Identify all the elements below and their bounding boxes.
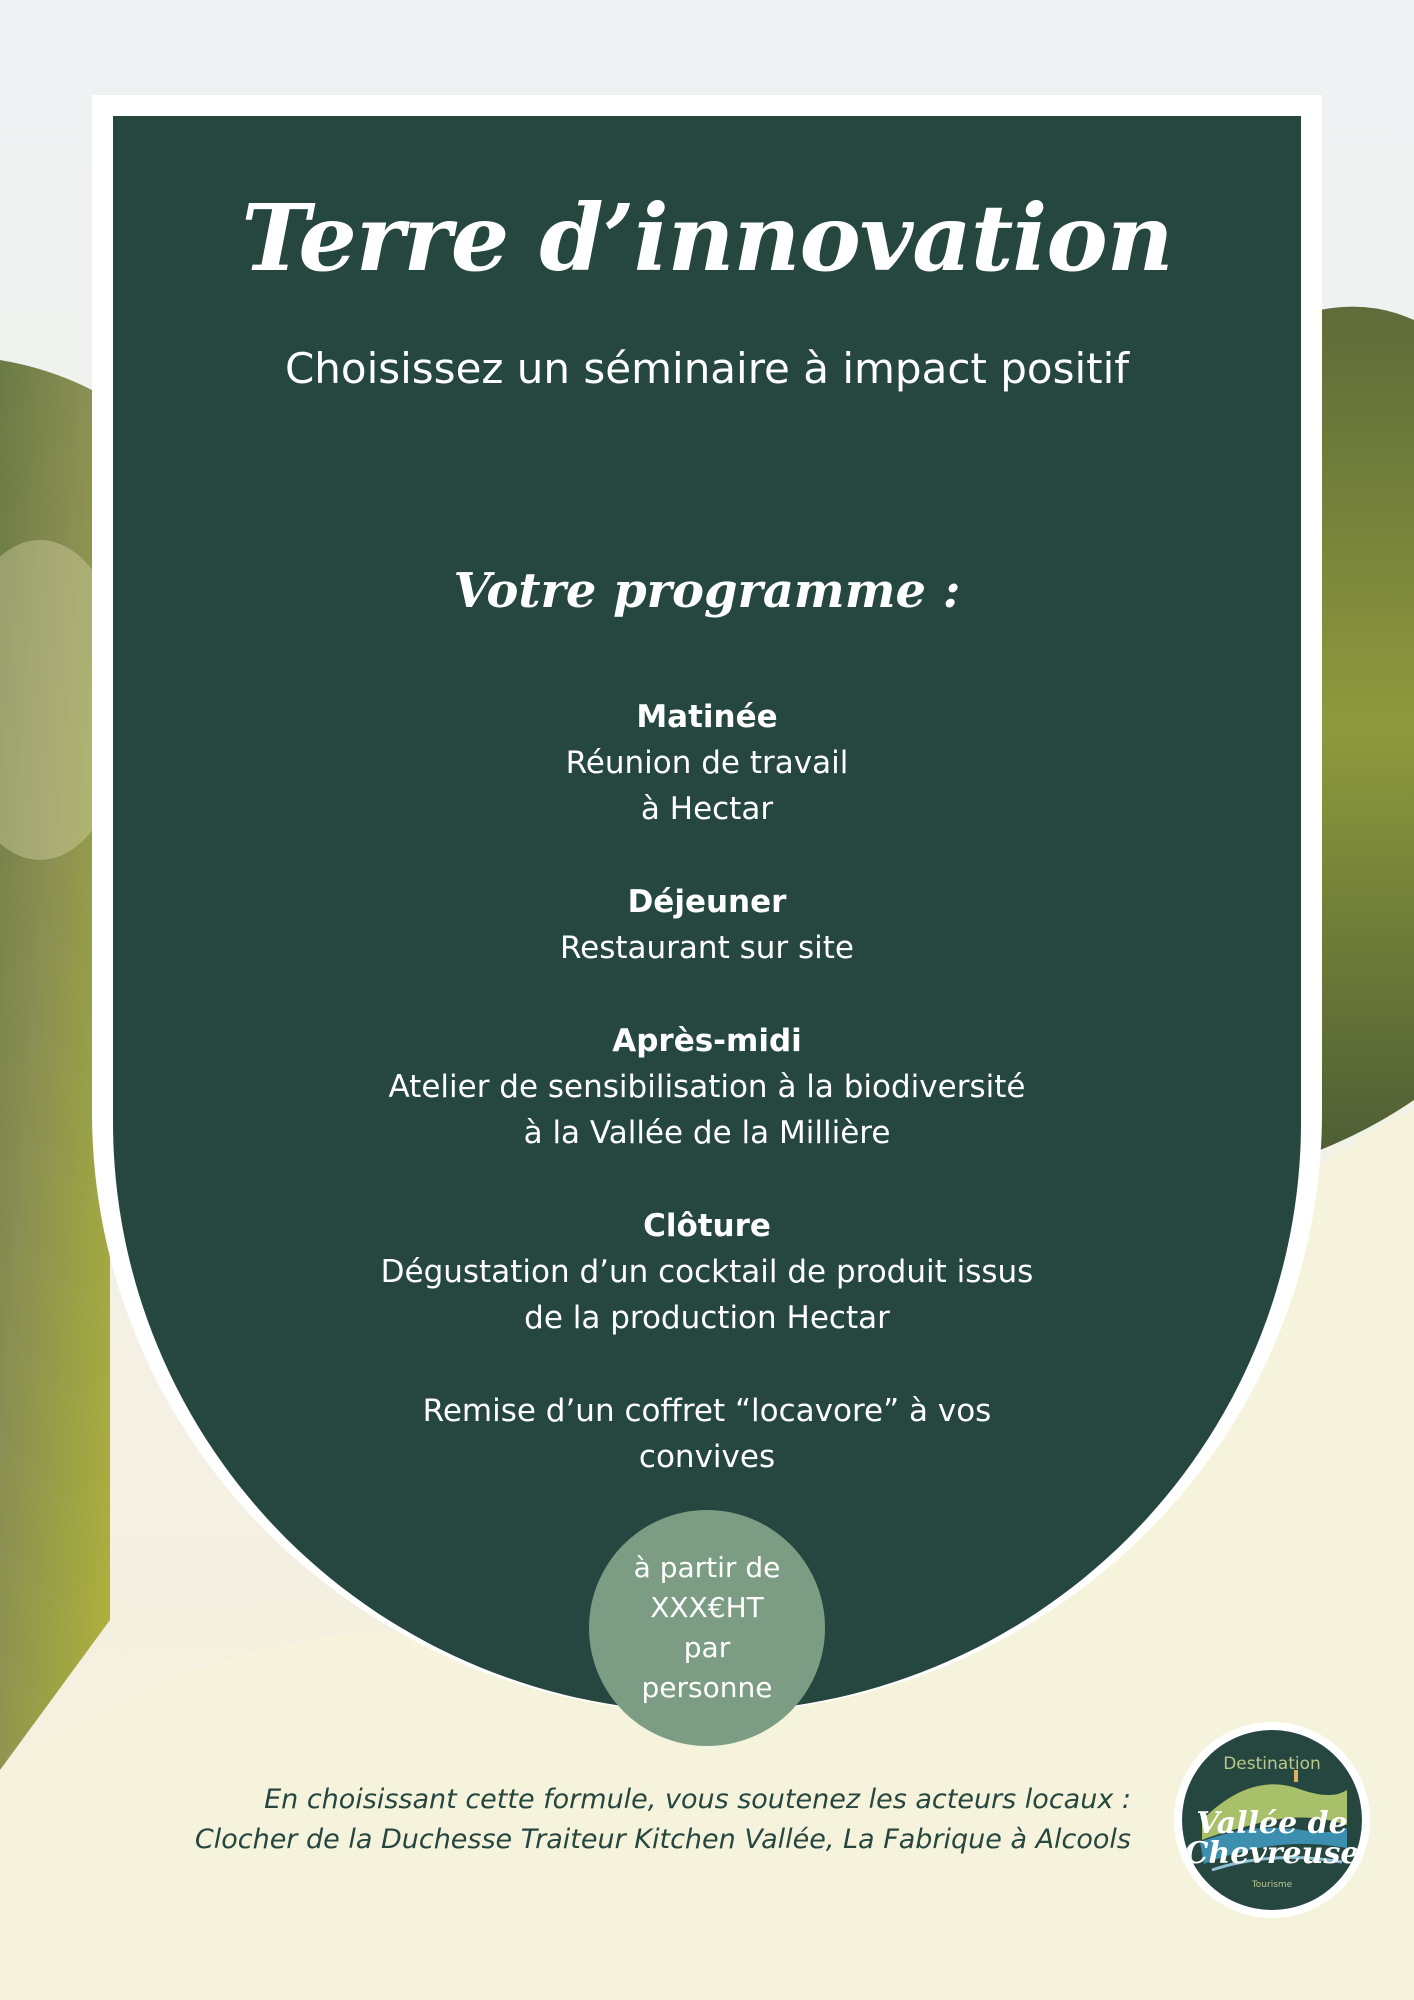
gift-box-note: Remise d’un coffret “locavore” à vos convives	[422, 1393, 992, 1475]
logo-line-1: Vallée de	[1196, 1806, 1348, 1841]
footer-line-2: Clocher de la Duchesse Traiteur Kitchen Vallée, La Fabrique à Alcools	[194, 1824, 1131, 1855]
section-line: Réunion de travail	[565, 745, 849, 781]
program-section-cloture	[113, 1203, 1301, 1341]
logo-destination: Destination	[1223, 1754, 1321, 1774]
program-section-apres-midi	[113, 1018, 1301, 1156]
section-line: Dégustation d’un cocktail de produit issus	[380, 1254, 1034, 1290]
section-heading: Clôture	[643, 1208, 771, 1244]
price-line: à partir de	[633, 1551, 781, 1584]
vallee-de-chevreuse-logo	[1174, 1722, 1370, 1918]
section-heading: Après-midi	[612, 1023, 802, 1059]
price-line: personne	[641, 1671, 773, 1704]
program-card	[113, 116, 1301, 1712]
program-list	[113, 694, 1301, 1480]
price-value: XXX€HT	[650, 1591, 764, 1624]
section-line: à la Vallée de la Millière	[523, 1115, 891, 1151]
section-line: à Hectar	[640, 791, 774, 827]
section-line: de la production Hectar	[524, 1300, 890, 1336]
page-title: Terre d’innovation	[241, 184, 1173, 292]
price-line: par	[683, 1631, 731, 1664]
section-heading: Matinée	[636, 699, 778, 735]
section-heading: Déjeuner	[627, 884, 787, 920]
logo-sub: Tourisme	[1251, 1880, 1293, 1890]
section-line: Atelier de sensibilisation à la biodiversité	[388, 1069, 1026, 1105]
logo-line-2: Chevreuse	[1184, 1836, 1360, 1871]
price-badge	[589, 1510, 825, 1746]
program-section-dejeuner	[113, 879, 1301, 971]
section-line: Restaurant sur site	[560, 930, 854, 966]
program-title: Votre programme :	[453, 563, 961, 619]
footer-line-1: En choisissant cette formule, vous soutenez les acteurs locaux :	[264, 1784, 1131, 1815]
footer-note	[195, 1780, 1131, 1860]
page-subtitle: Choisissez un séminaire à impact positif	[284, 344, 1130, 393]
program-section-matinee	[113, 694, 1301, 832]
logo-disc	[1182, 1730, 1362, 1910]
